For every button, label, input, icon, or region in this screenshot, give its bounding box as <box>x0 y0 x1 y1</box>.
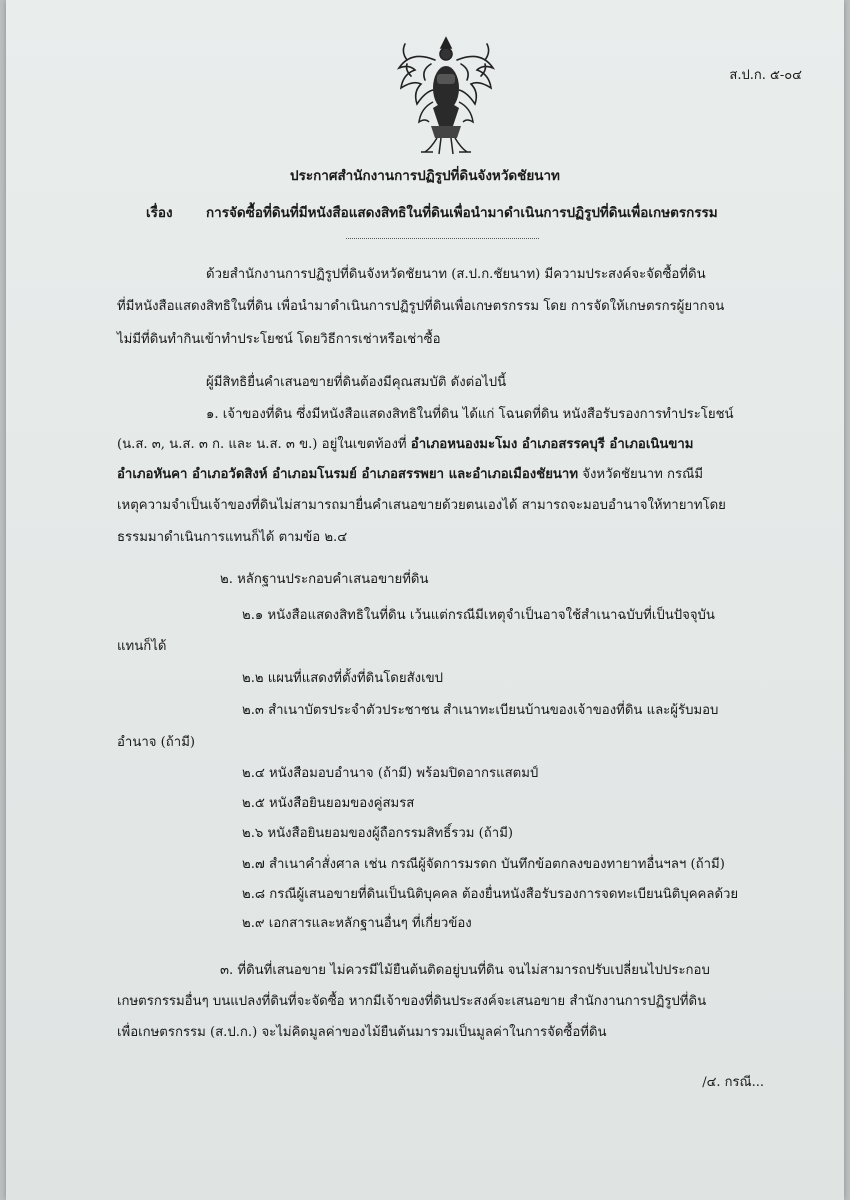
form-code: ส.ป.ก. ๕-๐๔ <box>729 68 802 83</box>
item1-line-2-plain: (น.ส. ๓, น.ส. ๓ ก. และ น.ส. ๓ ข.) อยู่ในเขตท้องที่ <box>117 437 411 452</box>
garuda-emblem-icon <box>391 30 501 160</box>
item1-line-2 <box>117 436 694 454</box>
next-page-marker: /๔. กรณี... <box>702 1075 764 1090</box>
item2-9: ๒.๙ เอกสารและหลักฐานอื่นๆ ที่เกี่ยวข้อง <box>242 916 472 931</box>
item1-districts-a: อำเภอหนองมะโมง อำเภอสรรคบุรี อำเภอเนินขาม <box>410 437 694 452</box>
item1-districts-b: อำเภอหันคา อำเภอวัดสิงห์ อำเภอมโนรมย์ อำเภอสรรพยา และอำเภอเมืองชัยนาท <box>117 467 579 482</box>
title-divider <box>346 238 539 239</box>
item2-5: ๒.๕ หนังสือยินยอมของคู่สมรส <box>242 796 415 811</box>
subject-text: การจัดซื้อที่ดินที่มีหนังสือแสดงสิทธิในที่ดินเพื่อนำมาดำเนินการปฏิรูปที่ดินเพื่อเกษตรกรรม <box>206 205 718 221</box>
item2-3-line-2: อำนาจ (ถ้ามี) <box>117 735 196 750</box>
item3-line-3: เพื่อเกษตรกรรม (ส.ป.ก.) จะไม่คิดมูลค่าของไม้ยืนต้นมารวมเป็นมูลค่าในการจัดซื้อที่ดิน <box>117 1025 607 1040</box>
item2-1-line-2: แทนก็ได้ <box>117 639 167 654</box>
item1-line-3-plain: จังหวัดชัยนาท กรณีมี <box>578 467 704 482</box>
item2-heading: ๒. หลักฐานประกอบคำเสนอขายที่ดิน <box>220 572 429 587</box>
item2-2: ๒.๒ แผนที่แสดงที่ตั้งที่ดินโดยสังเขป <box>242 671 443 686</box>
subject-label: เรื่อง <box>146 205 173 221</box>
item2-4: ๒.๔ หนังสือมอบอำนาจ (ถ้ามี) พร้อมปิดอากรแสตมป์ <box>242 766 539 781</box>
item1-line-5: ธรรมมาดำเนินการแทนก็ได้ ตามข้อ ๒.๔ <box>117 530 348 545</box>
item3-line-1: ๓. ที่ดินที่เสนอขาย ไม่ควรมีไม้ยืนต้นติดอยู่บนที่ดิน จนไม่สามารถปรับเปลี่ยนไปประกอบ <box>220 963 710 978</box>
item2-8: ๒.๘ กรณีผู้เสนอขายที่ดินเป็นนิติบุคคล ต้องยื่นหนังสือรับรองการจดทะเบียนนิติบุคคลด้วย <box>242 887 739 902</box>
announcement-title: ประกาศสำนักงานการปฏิรูปที่ดินจังหวัดชัยนาท <box>290 168 560 184</box>
document-page <box>6 0 844 1200</box>
intro-line-1: ด้วยสำนักงานการปฏิรูปที่ดินจังหวัดชัยนาท (ส.ป.ก.ชัยนาท) มีความประสงค์จะจัดซื้อที่ดิน <box>206 267 706 282</box>
intro-line-3: ไม่มีที่ดินทำกินเข้าทำประโยชน์ โดยวิธีการเช่าหรือเช่าซื้อ <box>117 332 441 347</box>
item1-line-4: เหตุความจำเป็นเจ้าของที่ดินไม่สามารถมายื่นคำเสนอขายด้วยตนเองได้ สามารถจะมอบอำนาจให้ทายาทโดย <box>117 498 726 513</box>
item2-1-line-1: ๒.๑ หนังสือแสดงสิทธิในที่ดิน เว้นแต่กรณีมีเหตุจำเป็นอาจใช้สำเนาฉบับที่เป็นปัจจุบัน <box>242 608 715 623</box>
item2-6: ๒.๖ หนังสือยินยอมของผู้ถือกรรมสิทธิ์รวม (ถ้ามี) <box>242 826 514 841</box>
item2-7: ๒.๗ สำเนาคำสั่งศาล เช่น กรณีผู้จัดการมรดก บันทึกข้อตกลงของทายาทอื่นฯลฯ (ถ้ามี) <box>242 857 725 872</box>
item2-3-line-1: ๒.๓ สำเนาบัตรประจำตัวประชาชน สำเนาทะเบียนบ้านของเจ้าของที่ดิน และผู้รับมอบ <box>242 703 719 718</box>
item1-line-3 <box>117 466 703 484</box>
item1-line-1: ๑. เจ้าของที่ดิน ซึ่งมีหนังสือแสดงสิทธิในที่ดิน ได้แก่ โฉนดที่ดิน หนังสือรับรองการทำประโยชน์ <box>206 407 734 422</box>
intro-line-2: ที่มีหนังสือแสดงสิทธิในที่ดิน เพื่อนำมาดำเนินการปฏิรูปที่ดินเพื่อเกษตรกรรม โดย การจัดให้เกษตรกรผู้ยากจน <box>117 299 725 314</box>
item3-line-2: เกษตรกรรมอื่นๆ บนแปลงที่ดินที่จะจัดซื้อ หากมีเจ้าของที่ดินประสงค์จะเสนอขาย สำนักงานการปฏิรูปที่ดิน <box>117 994 707 1009</box>
qualifications-heading: ผู้มีสิทธิยื่นคำเสนอขายที่ดินต้องมีคุณสมบัติ ดังต่อไปนี้ <box>206 375 507 390</box>
